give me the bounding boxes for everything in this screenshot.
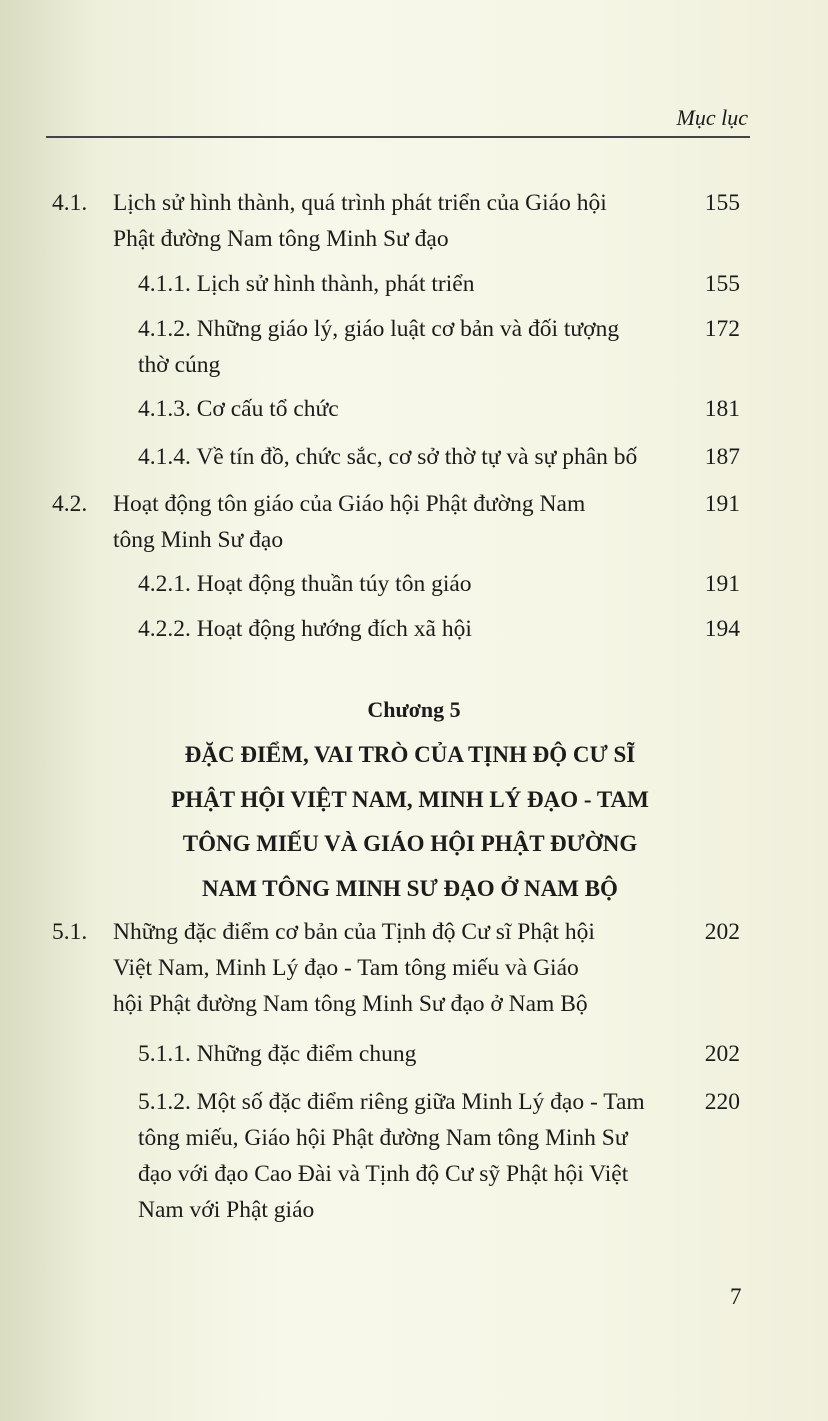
entry-title-line: Lịch sử hình thành, quá trình phát triển của Giáo hội	[113, 190, 607, 216]
entry-title-line: hội Phật đường Nam tông Minh Sư đạo ở Nam Bộ	[113, 991, 588, 1017]
entry-title-line: 4.1.3. Cơ cấu tổ chức	[138, 396, 339, 422]
entry-title-line: 4.1.1. Lịch sử hình thành, phát triển	[138, 271, 475, 297]
entry-page: 191	[704, 491, 740, 517]
entry-page: 155	[704, 271, 740, 297]
chapter-title-line: NAM TÔNG MINH SƯ ĐẠO Ở NAM BỘ	[202, 875, 618, 901]
entry-title-line: Việt Nam, Minh Lý đạo - Tam tông miếu và Giáo	[113, 955, 579, 981]
entry-number: 4.1.	[52, 190, 88, 216]
entry-title	[138, 312, 718, 383]
entry-title	[113, 487, 693, 558]
entry-number: 4.2.	[52, 491, 88, 517]
entry-title-line: tông miếu, Giáo hội Phật đường Nam tông Minh Sư	[138, 1125, 628, 1151]
chapter-title-line: ĐẶC ĐIỂM, VAI TRÒ CỦA TỊNH ĐỘ CƯ SĨ	[184, 742, 636, 767]
entry-title-line: tông Minh Sư đạo	[113, 527, 284, 553]
entry-title-line: thờ cúng	[138, 352, 221, 378]
entry-title-line: 4.2.2. Hoạt động hướng đích xã hội	[138, 616, 472, 642]
entry-title-line: Hoạt động tôn giáo của Giáo hội Phật đường Nam	[113, 491, 586, 517]
page-number: 7	[730, 1284, 742, 1309]
entry-title-line: Phật đường Nam tông Minh Sư đạo	[113, 226, 449, 252]
entry-title-line: đạo với đạo Cao Đài và Tịnh độ Cư sỹ Phật hội Việt	[138, 1161, 629, 1187]
entry-title	[138, 567, 718, 602]
entry-title-line: Những đặc điểm cơ bản của Tịnh độ Cư sĩ Phật hội	[113, 919, 595, 945]
entry-title	[138, 1037, 718, 1072]
entry-title	[138, 267, 718, 302]
entry-title-line: 4.1.4. Về tín đồ, chức sắc, cơ sở thờ tự và sự phân bố	[138, 444, 638, 470]
entry-title	[138, 440, 718, 475]
entry-page: 220	[704, 1089, 740, 1115]
chapter-title	[100, 733, 720, 911]
chapter-label: Chương 5	[367, 697, 461, 722]
entry-page: 155	[704, 190, 740, 216]
running-header: Mục lục	[676, 105, 748, 130]
entry-page: 191	[704, 571, 740, 597]
entry-page: 202	[704, 1041, 740, 1067]
entry-title-line: Nam với Phật giáo	[138, 1197, 315, 1223]
chapter-title-line: PHẬT HỘI VIỆT NAM, MINH LÝ ĐẠO - TAM	[171, 786, 649, 812]
entry-title	[138, 392, 718, 427]
entry-title-line: 5.1.2. Một số đặc điểm riêng giữa Minh Lý đạo - Tam	[138, 1089, 645, 1115]
entry-page: 202	[704, 919, 740, 945]
entry-title-line: 4.2.1. Hoạt động thuần túy tôn giáo	[138, 571, 472, 597]
header-rule	[46, 136, 750, 138]
entry-page: 194	[704, 616, 740, 642]
entry-title-line: 5.1.1. Những đặc điểm chung	[138, 1041, 417, 1067]
entry-number: 5.1.	[52, 919, 88, 945]
entry-title	[113, 915, 693, 1022]
entry-page: 187	[704, 444, 740, 470]
entry-page: 172	[704, 316, 740, 342]
entry-title-line: 4.1.2. Những giáo lý, giáo luật cơ bản và đối tượng	[138, 316, 620, 342]
chapter-title-line: TÔNG MIẾU VÀ GIÁO HỘI PHẬT ĐƯỜNG	[182, 831, 638, 856]
entry-title	[138, 612, 718, 647]
entry-title	[113, 186, 693, 257]
entry-title	[138, 1085, 718, 1228]
entry-page: 181	[704, 396, 740, 422]
